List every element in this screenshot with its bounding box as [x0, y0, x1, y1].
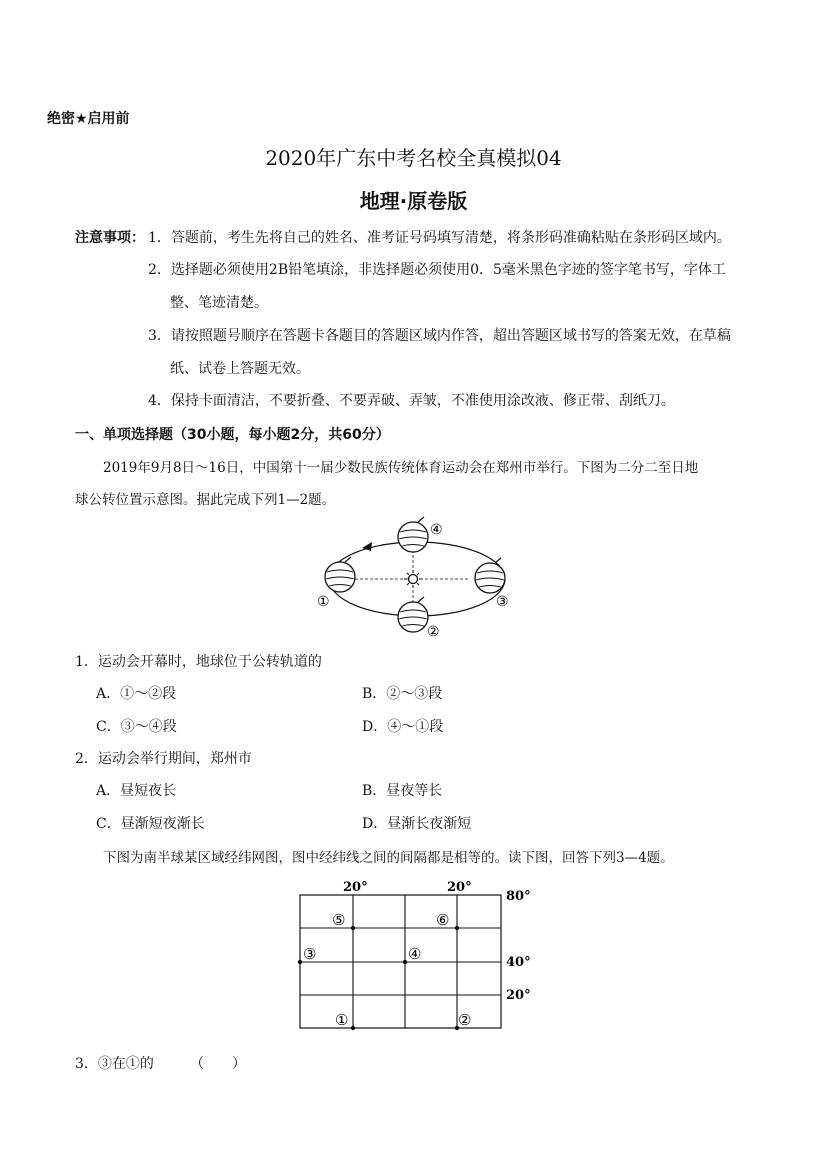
orbit-label-4: ④	[430, 522, 443, 538]
point-4-label: ④	[408, 945, 422, 963]
point-3-label: ③	[303, 945, 317, 963]
right-label-40: 40°	[506, 955, 531, 970]
orbit-label-1: ①	[317, 594, 330, 610]
note-item-2: 2．选择题必须使用2B铅笔填涂，非选择题必须使用0．5毫米黑色字迹的签字笔书写，字体工	[148, 262, 726, 278]
question-1-option-d[interactable]: D．④～①段	[362, 719, 444, 735]
section-title: 一、单项选择题（30小题，每小题2分，共60分）	[75, 427, 390, 443]
point-6-dot	[455, 926, 459, 930]
orbit-diagram	[310, 515, 530, 640]
sun-icon	[404, 570, 422, 588]
notes-label: 注意事项：	[75, 230, 145, 246]
note-item-4: 4．保持卡面清洁，不要折叠、不要弄破、弄皱，不准使用涂改液、修正带、刮纸刀。	[148, 393, 675, 409]
point-1-dot	[351, 1026, 355, 1030]
latlong-grid-diagram	[290, 877, 540, 1037]
question-3-stem: 3．③在①的	[75, 1056, 154, 1072]
question-2-option-d[interactable]: D．昼渐长夜渐短	[362, 816, 472, 832]
point-4-dot	[403, 960, 407, 964]
intro-line-1: 2019年9月8日～16日，中国第十一届少数民族传统体育运动会在郑州市举行。下图为二分二至日地	[103, 460, 699, 476]
secret-label: 绝密★启用前	[47, 111, 130, 127]
earth-globe-4-icon	[398, 517, 428, 552]
exam-subtitle: 地理·原卷版	[359, 189, 468, 213]
top-label-1: 20°	[343, 880, 368, 895]
earth-globe-3-icon	[475, 558, 505, 593]
question-1-option-a[interactable]: A．①～②段	[96, 686, 177, 702]
question-2-option-b[interactable]: B．昼夜等长	[362, 783, 443, 799]
note-item-1: 1．答题前，考生先将自己的姓名、准考证号码填写清楚，将条形码准确粘贴在条形码区域内。	[148, 230, 731, 246]
right-label-80: 80°	[506, 889, 531, 904]
top-label-2: 20°	[447, 880, 472, 895]
point-5-label: ⑤	[332, 911, 346, 929]
note-item-2-cont: 整、笔迹清楚。	[170, 295, 268, 311]
exam-title: 2020年广东中考名校全真模拟04	[265, 146, 562, 170]
orbit-label-2: ②	[427, 624, 440, 640]
question-1-stem: 1．运动会开幕时，地球位于公转轨道的	[75, 654, 322, 670]
right-label-20: 20°	[506, 988, 531, 1003]
note-item-3: 3．请按照题号顺序在答题卡各题目的答题区域内作答，超出答题区域书写的答案无效，在草稿	[148, 328, 731, 344]
point-3-dot	[298, 960, 302, 964]
question-2-option-a[interactable]: A．昼短夜长	[96, 783, 177, 799]
section2-intro: 下图为南半球某区域经纬网图，图中经纬线之间的间隔都是相等的。读下图，回答下列3—4题。	[103, 850, 674, 866]
point-6-label: ⑥	[436, 911, 450, 929]
intro-line-2: 球公转位置示意图。据此完成下列1—2题。	[75, 492, 336, 508]
note-item-3-cont: 纸、试卷上答题无效。	[170, 361, 310, 377]
question-1-option-b[interactable]: B．②～③段	[362, 686, 443, 702]
question-2-option-c[interactable]: C．昼渐短夜渐长	[96, 816, 205, 832]
earth-globe-2-icon	[398, 597, 428, 632]
question-1-option-c[interactable]: C．③～④段	[96, 719, 177, 735]
point-2-label: ②	[458, 1011, 472, 1029]
point-1-label: ①	[335, 1011, 349, 1029]
earth-globe-1-icon	[325, 557, 355, 592]
orbit-label-3: ③	[496, 594, 509, 610]
question-2-stem: 2．运动会举行期间，郑州市	[75, 751, 252, 767]
question-3-blank: （ ）	[190, 1056, 246, 1072]
point-5-dot	[351, 926, 355, 930]
